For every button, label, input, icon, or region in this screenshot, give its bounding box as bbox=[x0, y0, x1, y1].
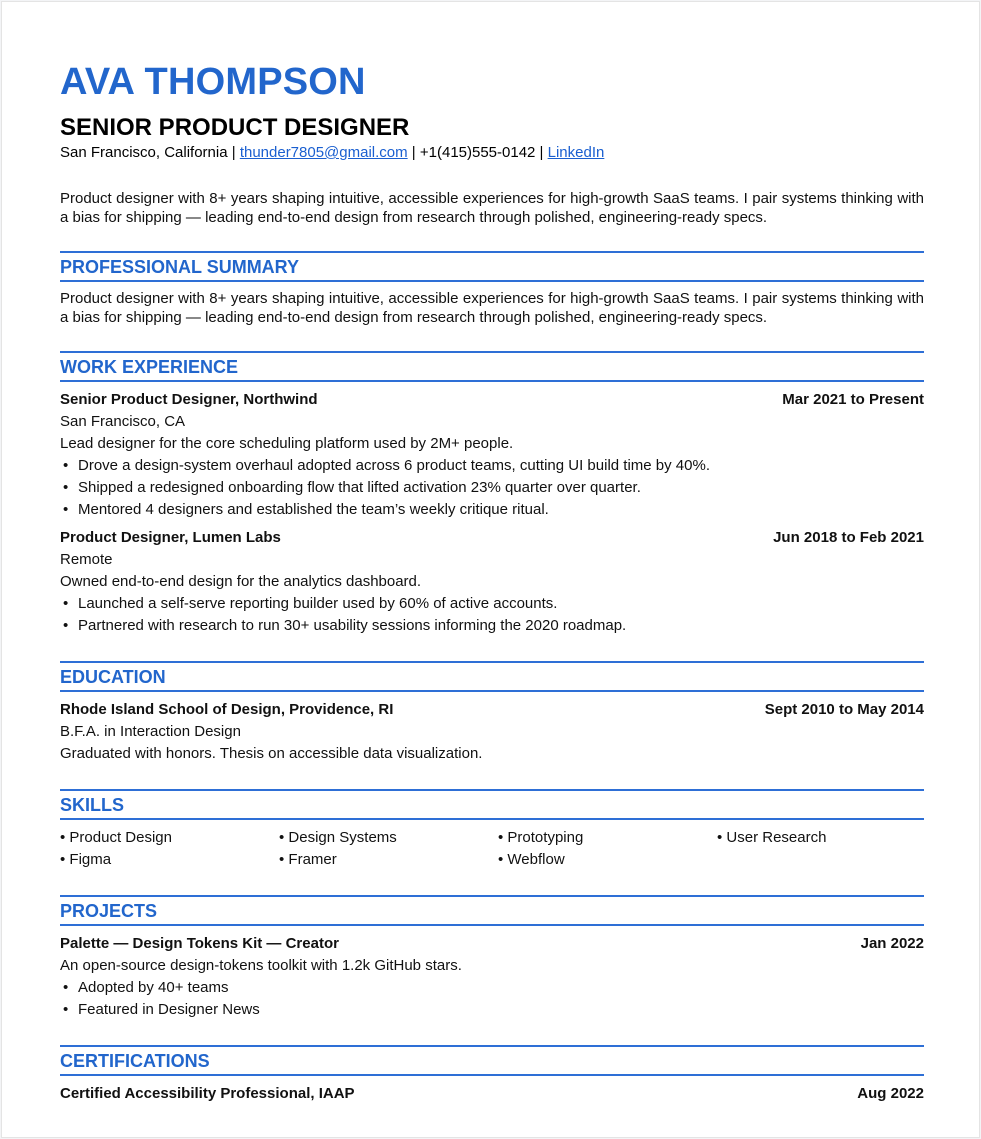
project-bullets bbox=[60, 977, 924, 1021]
project-description: An open-source design-tokens toolkit with 1.2k GitHub stars. bbox=[60, 957, 462, 974]
intro-paragraph: Product designer with 8+ years shaping intuitive, accessible experiences for high-growth SaaS teams. I pair systems thinking with a bias for shipping — leading end-to-end design from research through polished, engineering-ready specs. bbox=[60, 190, 924, 226]
skill-item: • Prototyping bbox=[498, 829, 584, 846]
skills-grid bbox=[60, 827, 924, 871]
education-note: Graduated with honors. Thesis on accessible data visualization. bbox=[60, 745, 483, 762]
skill-item: • Design Systems bbox=[279, 829, 397, 846]
education-section bbox=[60, 661, 924, 765]
phone-text: +1(415)555-0142 bbox=[419, 144, 536, 161]
job-dates: Mar 2021 to Present bbox=[782, 391, 924, 408]
bullet-item: • Launched a self-serve reporting builder used by 60% of active accounts. bbox=[60, 593, 924, 615]
section-heading: PROFESSIONAL SUMMARY bbox=[60, 251, 924, 282]
skills-section bbox=[60, 789, 924, 871]
summary-text: Product designer with 8+ years shaping intuitive, accessible experiences for high-growth SaaS teams. I pair systems thinking with a bias for shipping — leading end-to-end design from research through polished, engineering-ready specs. bbox=[60, 290, 924, 326]
skill-item: • Webflow bbox=[498, 851, 565, 868]
bullet-item: • Shipped a redesigned onboarding flow that lifted activation 23% quarter over quarter. bbox=[60, 477, 924, 499]
resume-page bbox=[1, 1, 980, 1138]
certifications-section bbox=[60, 1045, 924, 1105]
summary-section bbox=[60, 251, 924, 327]
job-dates: Jun 2018 to Feb 2021 bbox=[773, 529, 924, 546]
job-location: Remote bbox=[60, 551, 113, 568]
location-text: San Francisco, California bbox=[60, 144, 228, 161]
skill-item: • User Research bbox=[717, 829, 827, 846]
bullet-item: • Drove a design-system overhaul adopted across 6 product teams, cutting UI build time by 40%. bbox=[60, 455, 924, 477]
section-heading: EDUCATION bbox=[60, 661, 924, 692]
school-name: Rhode Island School of Design, Providence, RI bbox=[60, 701, 394, 718]
linkedin-link[interactable]: LinkedIn bbox=[547, 144, 605, 161]
separator: | bbox=[227, 144, 240, 161]
skill-item: • Product Design bbox=[60, 829, 172, 846]
contact-line bbox=[60, 143, 924, 163]
job-location: San Francisco, CA bbox=[60, 413, 186, 430]
job-entry bbox=[60, 389, 924, 521]
job-title: Senior Product Designer, Northwind bbox=[60, 391, 318, 408]
section-heading: CERTIFICATIONS bbox=[60, 1045, 924, 1076]
job-title: Product Designer, Lumen Labs bbox=[60, 529, 281, 546]
section-heading: SKILLS bbox=[60, 789, 924, 820]
degree-text: B.F.A. in Interaction Design bbox=[60, 723, 241, 740]
project-date: Jan 2022 bbox=[860, 935, 924, 952]
bullet-item: • Mentored 4 designers and established the team’s weekly critique ritual. bbox=[60, 499, 924, 521]
certification-name: Certified Accessibility Professional, IAAP bbox=[60, 1085, 355, 1102]
job-bullets bbox=[60, 593, 924, 637]
resume-content bbox=[60, 60, 924, 1105]
candidate-name: AVA THOMPSON bbox=[60, 61, 366, 103]
skill-item: • Framer bbox=[279, 851, 337, 868]
section-heading: WORK EXPERIENCE bbox=[60, 351, 924, 382]
bullet-item: • Featured in Designer News bbox=[60, 999, 924, 1021]
candidate-title: SENIOR PRODUCT DESIGNER bbox=[60, 114, 410, 141]
job-bullets bbox=[60, 455, 924, 521]
bullet-item: • Adopted by 40+ teams bbox=[60, 977, 924, 999]
job-description: Owned end-to-end design for the analytics dashboard. bbox=[60, 573, 422, 590]
experience-section bbox=[60, 351, 924, 637]
certification-date: Aug 2022 bbox=[857, 1085, 924, 1102]
education-dates: Sept 2010 to May 2014 bbox=[764, 701, 924, 718]
job-entry bbox=[60, 527, 924, 637]
job-description: Lead designer for the core scheduling platform used by 2M+ people. bbox=[60, 435, 514, 452]
section-heading: PROJECTS bbox=[60, 895, 924, 926]
skill-item: • Figma bbox=[60, 851, 112, 868]
separator: | bbox=[535, 144, 548, 161]
projects-section bbox=[60, 895, 924, 1021]
email-link[interactable]: thunder7805@gmail.com bbox=[239, 144, 408, 161]
project-title: Palette — Design Tokens Kit — Creator bbox=[60, 935, 339, 952]
bullet-item: • Partnered with research to run 30+ usability sessions informing the 2020 roadmap. bbox=[60, 615, 924, 637]
separator: | bbox=[407, 144, 420, 161]
